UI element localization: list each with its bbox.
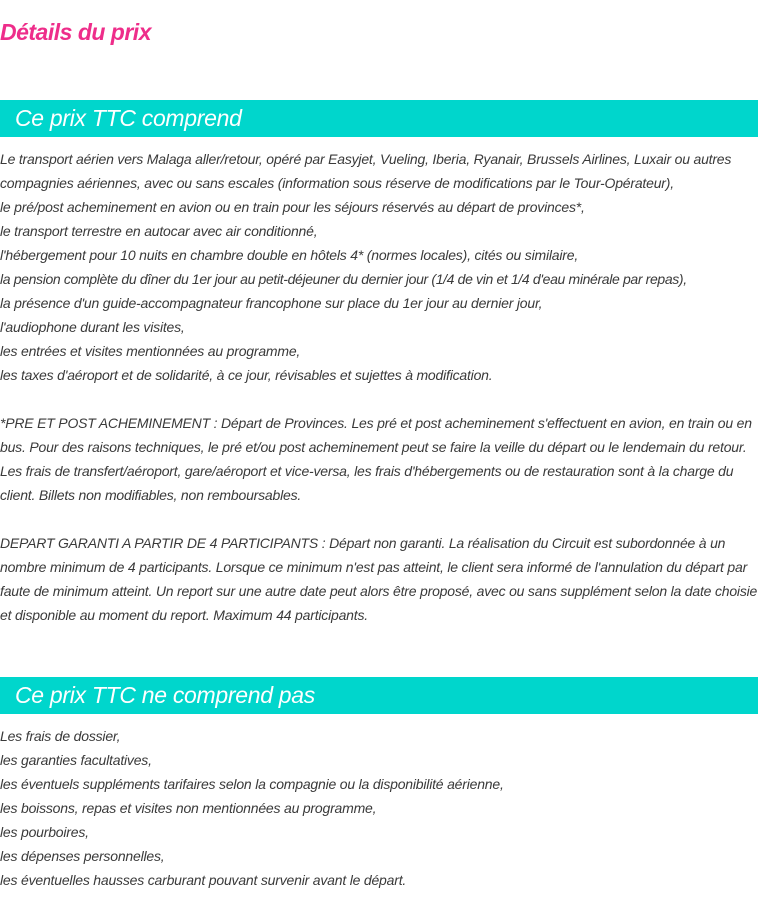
excludes-header-band — [0, 677, 758, 714]
includes-item: la pension complète du dîner du 1er jour au petit-déjeuner du dernier jour (1/4 de vin et 1/4 d'eau minérale par repas), — [0, 271, 687, 287]
acheminement-note — [0, 411, 758, 507]
acheminement-note-text: *PRE ET POST ACHEMINEMENT : Départ de Provinces. Les pré et post acheminement s'effectuent en avion, en train ou en bus. Pour des raisons techniques, le pré et/ou post acheminement peut se faire la veille du départ ou le lendemain du retour. Les frais de transfert/aéroport, gare/aéroport et vice-versa, les frais d'hébergements ou de restauration sont à la charge du client. Billets non modifiables, non remboursables. — [0, 415, 752, 503]
includes-item: Le transport aérien vers Malaga aller/retour, opéré par Easyjet, Vueling, Iberia, Ryanair, Brussels Airlines, Luxair ou autres compagnies aériennes, avec ou sans escales (information sous réserve de modifications par le Tour-Opérateur), — [0, 151, 732, 191]
includes-heading: Ce prix TTC comprend — [15, 105, 242, 131]
depart-note — [0, 531, 758, 627]
excludes-item: les boissons, repas et visites non mentionnées au programme, — [0, 800, 377, 816]
includes-item: la présence d'un guide-accompagnateur francophone sur place du 1er jour au dernier jour, — [0, 295, 543, 311]
includes-item: le pré/post acheminement en avion ou en train pour les séjours réservés au départ de provinces*, — [0, 199, 585, 215]
excludes-list — [0, 724, 758, 892]
includes-item: les entrées et visites mentionnées au programme, — [0, 343, 301, 359]
excludes-item: Les frais de dossier, — [0, 728, 121, 744]
excludes-heading: Ce prix TTC ne comprend pas — [15, 682, 315, 708]
includes-item: les taxes d'aéroport et de solidarité, à ce jour, révisables et sujettes à modification. — [0, 367, 493, 383]
page-title: Détails du prix — [0, 19, 151, 45]
excludes-item: les pourboires, — [0, 824, 89, 840]
includes-item: l'hébergement pour 10 nuits en chambre double en hôtels 4* (normes locales), cités ou similaire, — [0, 247, 579, 263]
includes-item: l'audiophone durant les visites, — [0, 319, 185, 335]
includes-header-band — [0, 100, 758, 137]
includes-list — [0, 147, 758, 387]
excludes-item: les éventuelles hausses carburant pouvant survenir avant le départ. — [0, 872, 407, 888]
excludes-item: les éventuels suppléments tarifaires selon la compagnie ou la disponibilité aérienne, — [0, 776, 504, 792]
depart-note-text: DEPART GARANTI A PARTIR DE 4 PARTICIPANTS : Départ non garanti. La réalisation du Circuit est subordonnée à un nombre minimum de 4 participants. Lorsque ce minimum n'est pas atteint, le client sera informé de l'annulation du départ par faute de minimum atteint. Un report sur une autre date peut alors être proposé, avec ou sans supplément selon la date choisie et disponible au moment du report. Maximum 44 participants. — [0, 535, 758, 623]
excludes-item: les garanties facultatives, — [0, 752, 152, 768]
includes-item: le transport terrestre en autocar avec air conditionné, — [0, 223, 318, 239]
excludes-item: les dépenses personnelles, — [0, 848, 165, 864]
